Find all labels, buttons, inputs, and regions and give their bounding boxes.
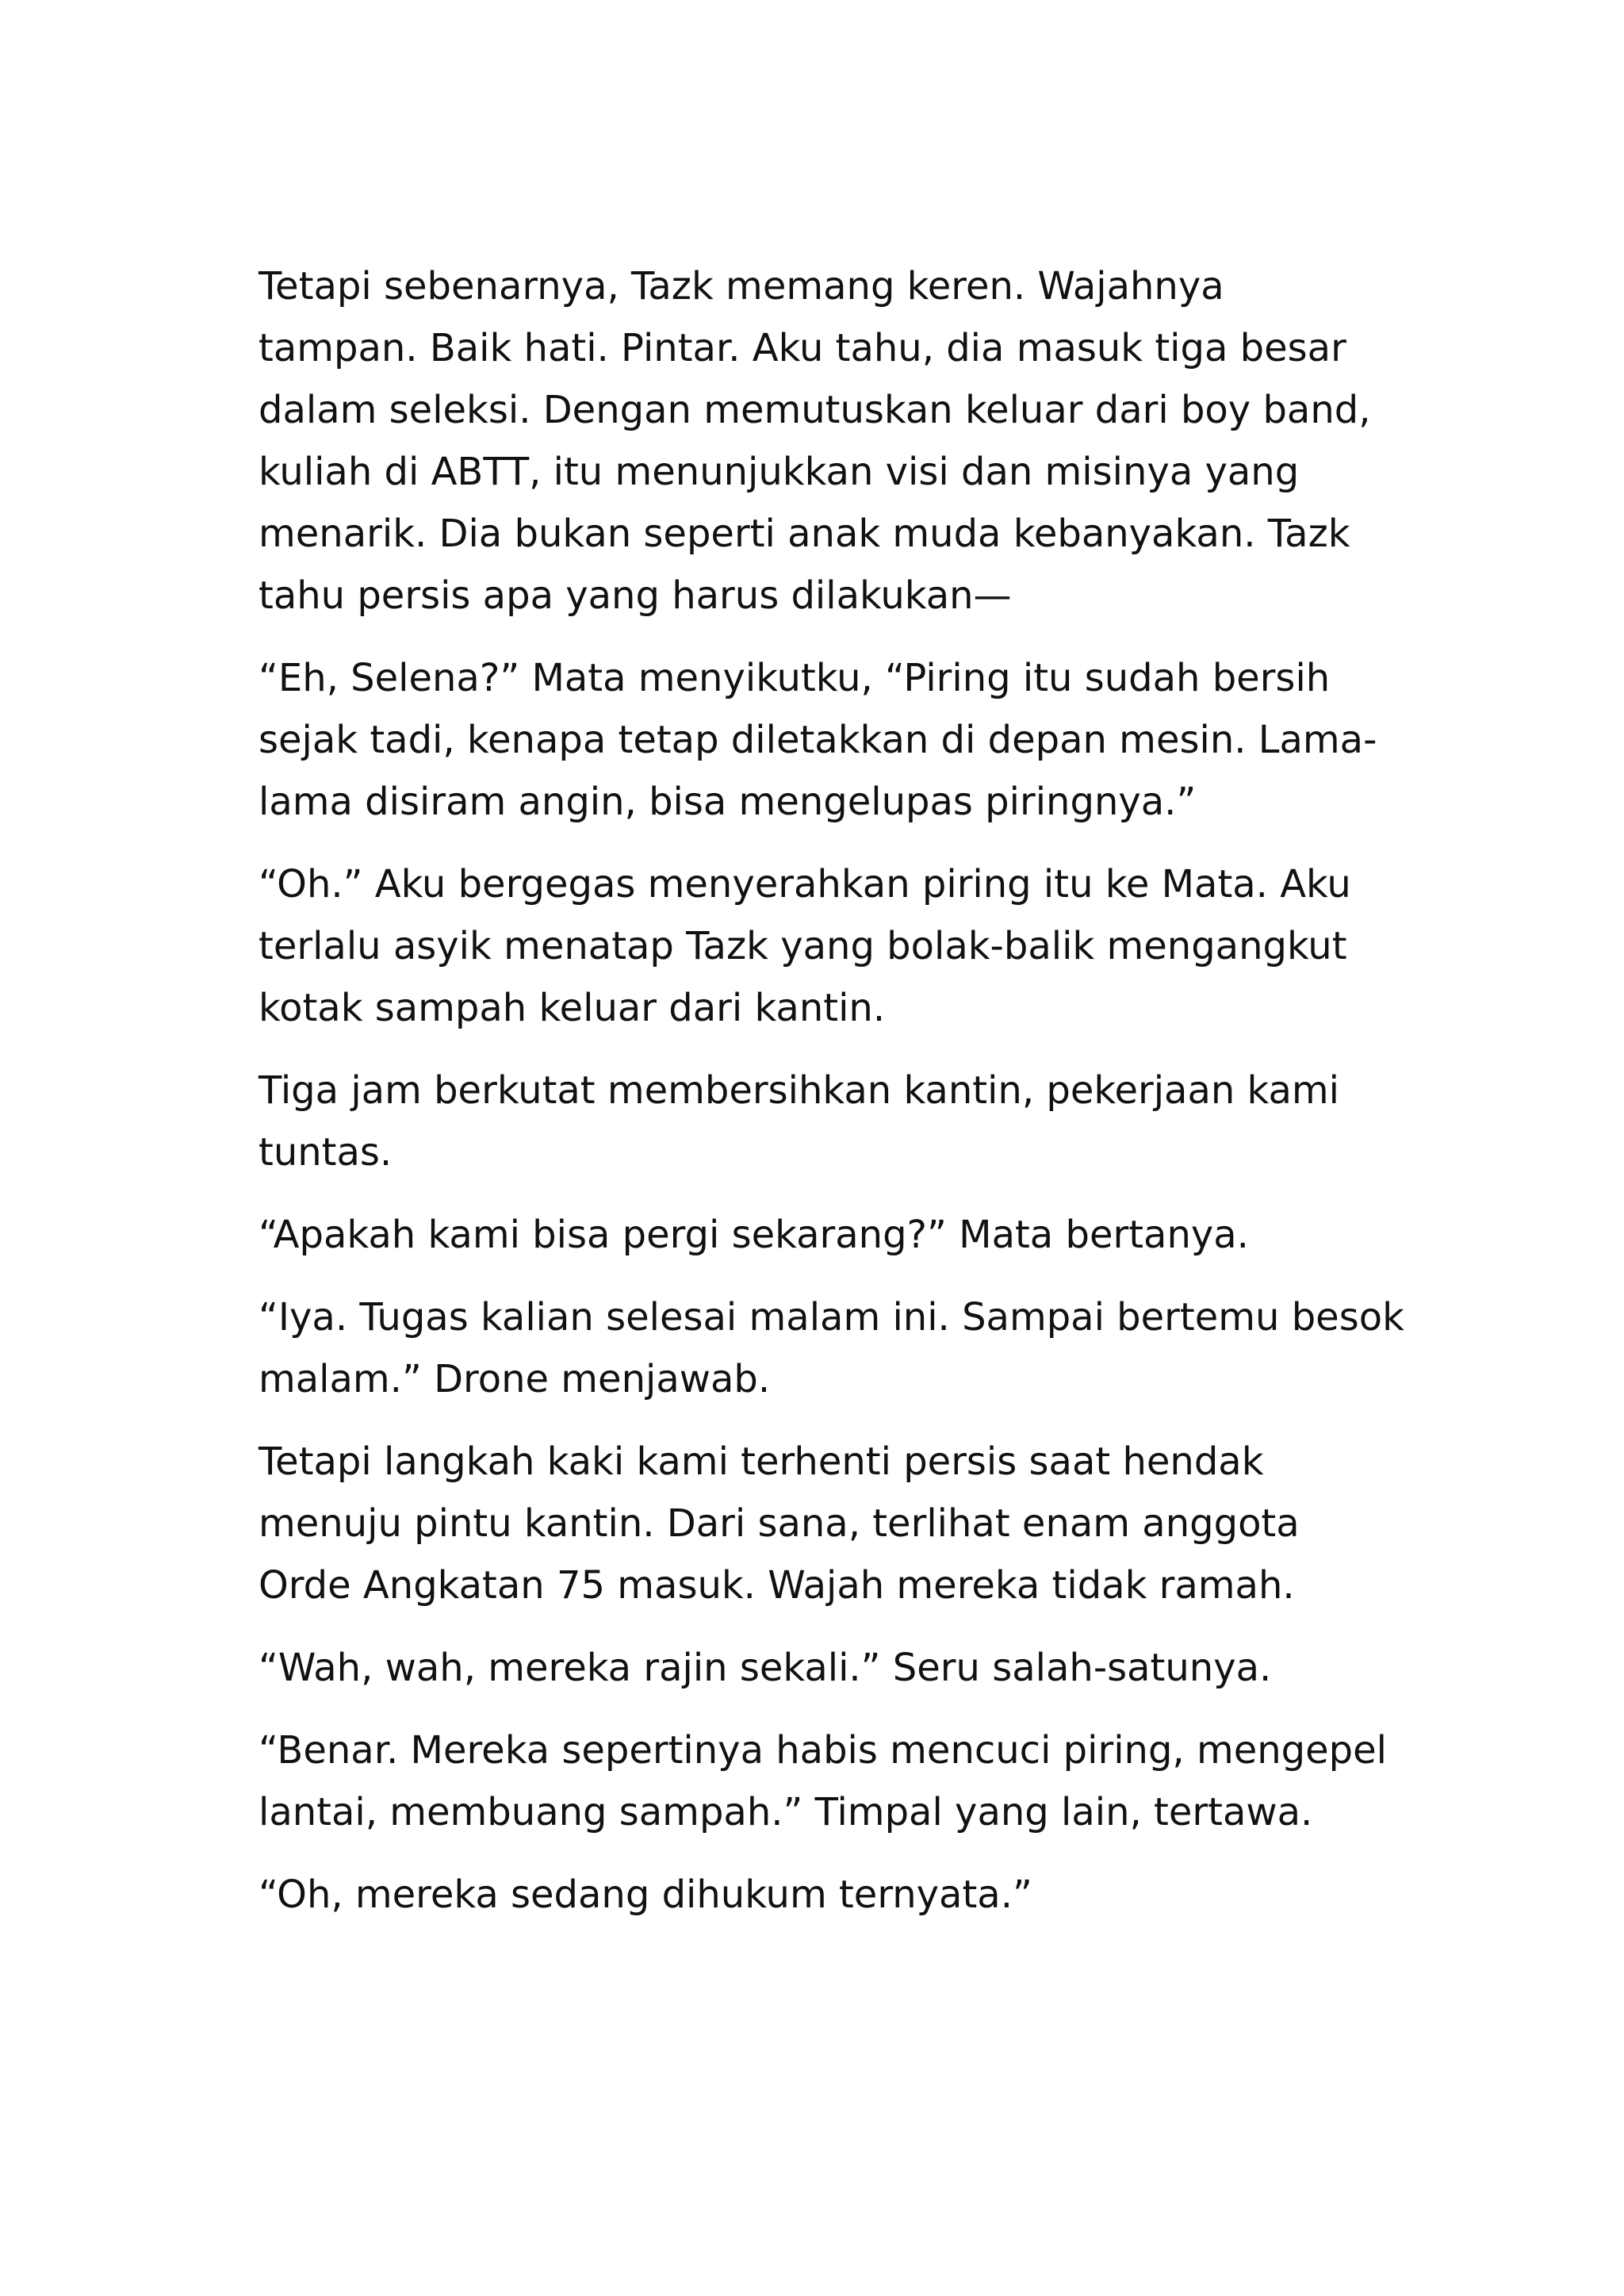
paragraph-8 — [259, 1637, 1400, 1699]
paragraph-5 — [259, 1204, 1400, 1266]
text-line: kuliah di ABTT, itu menunjukkan visi dan misinya yang — [259, 450, 1300, 494]
paragraph-3 — [259, 853, 1400, 1039]
paragraph-9 — [259, 1719, 1400, 1843]
text-line: sejak tadi, kenapa tetap diletakkan di depan mesin. Lama- — [259, 718, 1377, 762]
text-line: Tiga jam berkutat membersihkan kantin, pekerjaan kami — [259, 1068, 1340, 1113]
paragraph-1 — [259, 255, 1400, 627]
text-line: Tetapi langkah kaki kami terhenti persis saat hendak — [259, 1439, 1264, 1484]
text-line: “Iya. Tugas kalian selesai malam ini. Sampai bertemu besok — [259, 1295, 1404, 1340]
text-line: terlalu asyik menatap Tazk yang bolak-balik mengangkut — [259, 924, 1347, 968]
text-line: kotak sampah keluar dari kantin. — [259, 986, 886, 1030]
text-line: “Oh, mereka sedang dihukum ternyata.” — [259, 1872, 1032, 1917]
text-line: “Eh, Selena?” Mata menyikutku, “Piring itu sudah bersih — [259, 656, 1331, 700]
text-line: lantai, membuang sampah.” Timpal yang lain, tertawa. — [259, 1790, 1313, 1834]
text-line: Orde Angkatan 75 masuk. Wajah mereka tidak ramah. — [259, 1563, 1295, 1608]
text-line: “Apakah kami bisa pergi sekarang?” Mata bertanya. — [259, 1213, 1249, 1257]
text-line: “Oh.” Aku bergegas menyerahkan piring itu ke Mata. Aku — [259, 862, 1351, 907]
paragraph-6 — [259, 1286, 1404, 1410]
text-line: tahu persis apa yang harus dilakukan— — [259, 573, 1012, 618]
text-line: dalam seleksi. Dengan memutuskan keluar dari boy band, — [259, 388, 1371, 432]
paragraph-2 — [259, 647, 1400, 833]
text-line: “Wah, wah, mereka rajin sekali.” Seru salah-satunya. — [259, 1646, 1272, 1690]
text-line: malam.” Drone menjawab. — [259, 1357, 771, 1401]
text-line: “Benar. Mereka sepertinya habis mencuci piring, mengepel — [259, 1728, 1387, 1773]
paragraph-10 — [259, 1864, 1400, 1926]
text-line: menuju pintu kantin. Dari sana, terlihat enam anggota — [259, 1501, 1300, 1546]
text-line: Tetapi sebenarnya, Tazk memang keren. Wajahnya — [259, 264, 1224, 309]
text-line: lama disiram angin, bisa mengelupas piringnya.” — [259, 780, 1197, 824]
body-text — [259, 255, 1404, 1946]
text-line: tuntas. — [259, 1130, 393, 1175]
paragraph-7 — [259, 1431, 1400, 1616]
paragraph-4 — [259, 1060, 1400, 1183]
text-line: tampan. Baik hati. Pintar. Aku tahu, dia masuk tiga besar — [259, 326, 1346, 370]
text-line: menarik. Dia bukan seperti anak muda kebanyakan. Tazk — [259, 512, 1350, 556]
